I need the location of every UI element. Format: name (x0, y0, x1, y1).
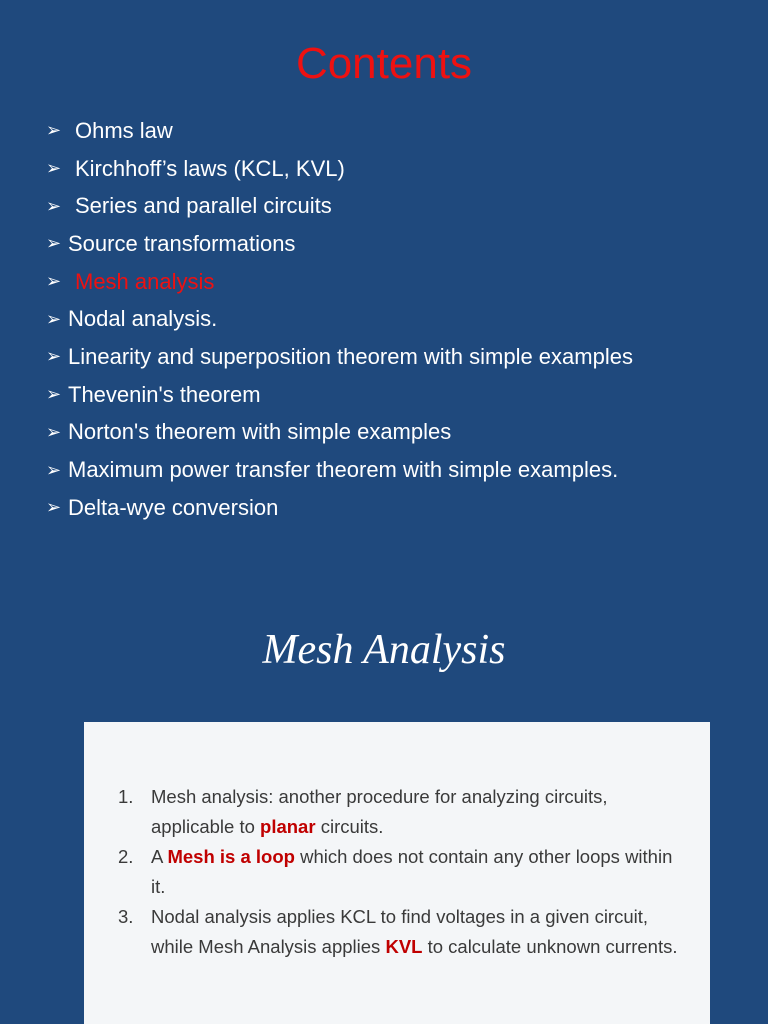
item-number: 1. (118, 786, 134, 807)
contents-item-label: Delta-wye conversion (68, 494, 279, 520)
item-text-part: Nodal analysis applies KCL to find voltages in a given circuit, while Mesh Analysis applies (151, 906, 649, 957)
contents-item-label: Maximum power transfer theorem with simple examples. (68, 457, 619, 483)
contents-item-label: Norton's theorem with simple examples (68, 419, 452, 445)
contents-item-label: Kirchhoff’s laws (KCL, KVL) (75, 155, 345, 181)
contents-item-label: Linearity and superposition theorem with simple examples (68, 343, 633, 369)
item-text (151, 782, 678, 842)
contents-item-label: Ohms law (75, 117, 173, 143)
contents-item (46, 300, 633, 338)
arrow-bullet-icon: ➢ (46, 384, 62, 405)
item-text-part: A (151, 846, 168, 867)
contents-item (46, 338, 633, 376)
emphasized-term: Mesh is a loop (167, 846, 295, 867)
item-number: 2. (118, 846, 134, 867)
contents-item (46, 414, 633, 452)
arrow-bullet-icon: ➢ (46, 271, 62, 292)
contents-item-label: Mesh analysis (75, 268, 215, 294)
item-text-part: which does not contain any other loops within it. (151, 846, 673, 897)
contents-item (46, 376, 633, 414)
arrow-bullet-icon: ➢ (46, 233, 62, 254)
contents-list (46, 112, 633, 527)
arrow-bullet-icon: ➢ (46, 195, 62, 216)
emphasized-term: KVL (385, 936, 423, 957)
arrow-bullet-icon: ➢ (46, 120, 62, 141)
emphasized-term: planar (260, 816, 316, 837)
item-text-part: to calculate unknown currents. (422, 936, 678, 957)
contents-item (46, 112, 633, 150)
section-heading: Mesh Analysis (262, 627, 506, 673)
item-text (151, 902, 678, 962)
contents-item (46, 225, 633, 263)
arrow-bullet-icon: ➢ (46, 346, 62, 367)
contents-item (46, 451, 633, 489)
contents-item-label: Source transformations (68, 230, 296, 256)
item-text (151, 842, 678, 902)
arrow-bullet-icon: ➢ (46, 421, 62, 442)
arrow-bullet-icon: ➢ (46, 459, 62, 480)
contents-item (46, 263, 633, 301)
item-text-part: Mesh analysis: another procedure for analyzing circuits, applicable to (151, 786, 608, 837)
slide-title: Contents (295, 39, 473, 88)
arrow-bullet-icon: ➢ (46, 308, 62, 329)
item-text-part: circuits. (315, 816, 384, 837)
arrow-bullet-icon: ➢ (46, 497, 62, 518)
contents-item (46, 489, 633, 527)
panel-list-item (118, 842, 678, 902)
mesh-analysis-points (118, 782, 678, 962)
contents-item (46, 187, 633, 225)
contents-item (46, 150, 633, 188)
mesh-analysis-panel (84, 722, 710, 1024)
contents-item-label: Series and parallel circuits (75, 193, 332, 219)
contents-item-label: Thevenin's theorem (68, 381, 261, 407)
panel-list-item (118, 902, 678, 962)
arrow-bullet-icon: ➢ (46, 158, 62, 179)
contents-item-label: Nodal analysis. (68, 306, 218, 332)
panel-list-item (118, 782, 678, 842)
item-number: 3. (118, 906, 134, 927)
